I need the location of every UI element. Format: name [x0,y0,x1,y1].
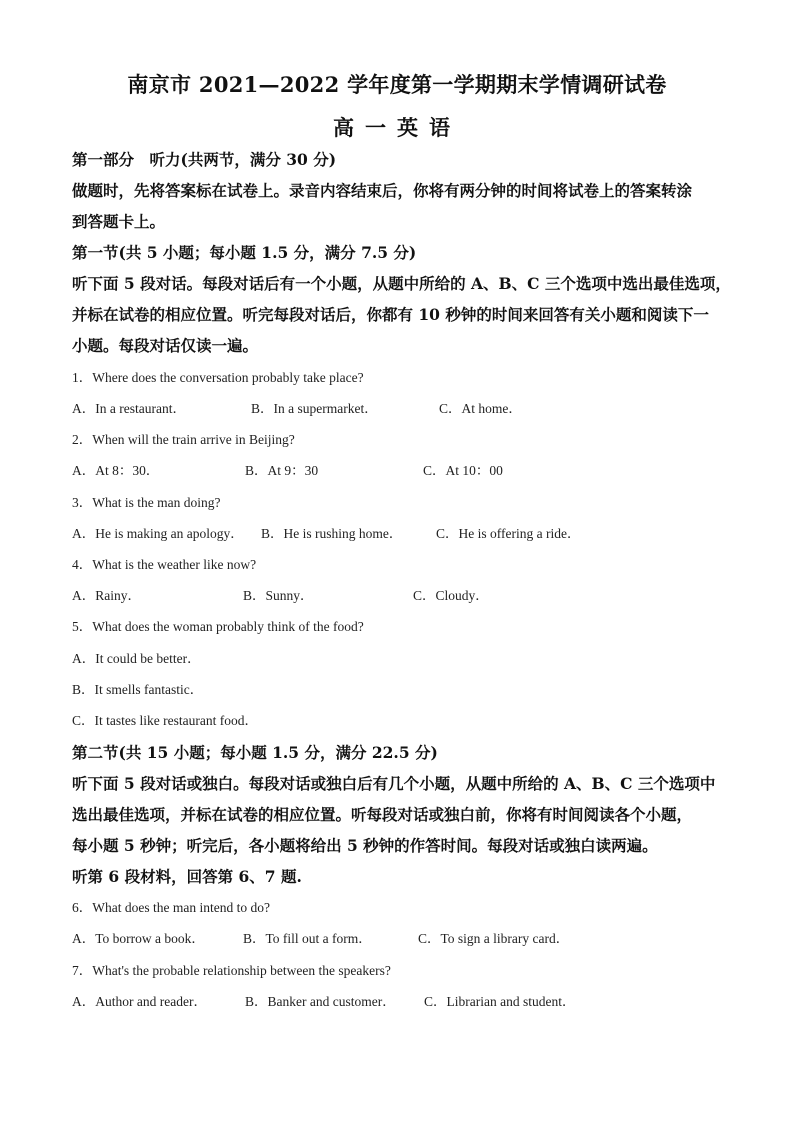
option-a: A．He is making an apology． [72,526,244,541]
section2-heading: 第二节(共 15 小题；每小题 1.5 分，满分 22.5 分) [72,743,438,762]
section2-instr-line2: 选出最佳选项，并标在试卷的相应位置。听每段对话或独白前，你将有时间阅读各个小题， [72,805,693,824]
question-stem: 4．What is the weather like now? [72,557,257,572]
question-stem: 6．What does the man intend to do? [72,900,270,915]
option-c: C．He is offering a ride． [436,526,581,541]
option-c: C．To sign a library card． [418,931,570,946]
question-stem: 5．What does the woman probably think of the food? [72,619,364,634]
option-b: B．It smells fantastic． [72,682,204,697]
section2-instr-line3: 每小题 5 秒钟；听完后，各小题将给出 5 秒钟的作答时间。每段对话或独白读两遍。 [72,836,658,855]
section1-heading: 第一节(共 5 小题；每小题 1.5 分，满分 7.5 分) [72,243,417,262]
option-a: A．Rainy． [72,588,141,603]
option-c: C．It tastes like restaurant food． [72,713,258,728]
option-c: C．At 10：00 [423,463,503,478]
option-b: B．In a supermarket． [251,401,378,416]
question-stem: 1．Where does the conversation probably take place? [72,370,364,385]
section1-instr-line3: 小题。每段对话仅读一遍。 [72,336,259,355]
option-a: A．To borrow a book． [72,931,205,946]
section1-instr-line2: 并标在试卷的相应位置。听完每段对话后，你都有 10 秒钟的时间来回答有关小题和阅读下一 [72,305,709,324]
option-a: A．At 8：30． [72,463,160,478]
exam-subtitle: 高一英语 [333,115,461,140]
option-c: C．Librarian and student． [424,994,576,1009]
question-stem: 3．What is the man doing? [72,495,221,510]
option-c: C．Cloudy． [413,588,489,603]
section2-instr-line1: 听下面 5 段对话或独白。每段对话或独白后有几个小题，从题中所给的 A、B、C 三个选项中 [72,774,716,793]
option-b: B．Sunny． [243,588,314,603]
question-stem: 7．What's the probable relationship between the speakers? [72,963,391,978]
part1-heading: 第一部分 听力(共两节，满分 30 分) [72,150,337,169]
section1-instr-line1: 听下面 5 段对话。每段对话后有一个小题，从题中所给的 A、B、C 三个选项中选出最佳选项， [72,274,731,293]
question-stem: 2．When will the train arrive in Beijing? [72,432,295,447]
exam-title: 南京市 2021—2022 学年度第一学期期末学情调研试卷 [127,72,667,97]
option-c: C．At home． [439,401,522,416]
option-b: B．Banker and customer． [245,994,396,1009]
material-6-heading: 听第 6 段材料，回答第 6、7 题. [72,867,302,886]
option-a: A．In a restaurant． [72,401,186,416]
option-a: A．It could be better． [72,651,201,666]
option-b: B．To fill out a form． [243,931,372,946]
option-b: B．He is rushing home． [261,526,403,541]
option-b: B．At 9：30 [245,463,319,478]
part1-intro-line1: 做题时，先将答案标在试卷上。录音内容结束后，你将有两分钟的时间将试卷上的答案转涂 [72,181,693,200]
part1-intro-line2: 到答题卡上。 [72,212,166,231]
option-a: A．Author and reader． [72,994,207,1009]
